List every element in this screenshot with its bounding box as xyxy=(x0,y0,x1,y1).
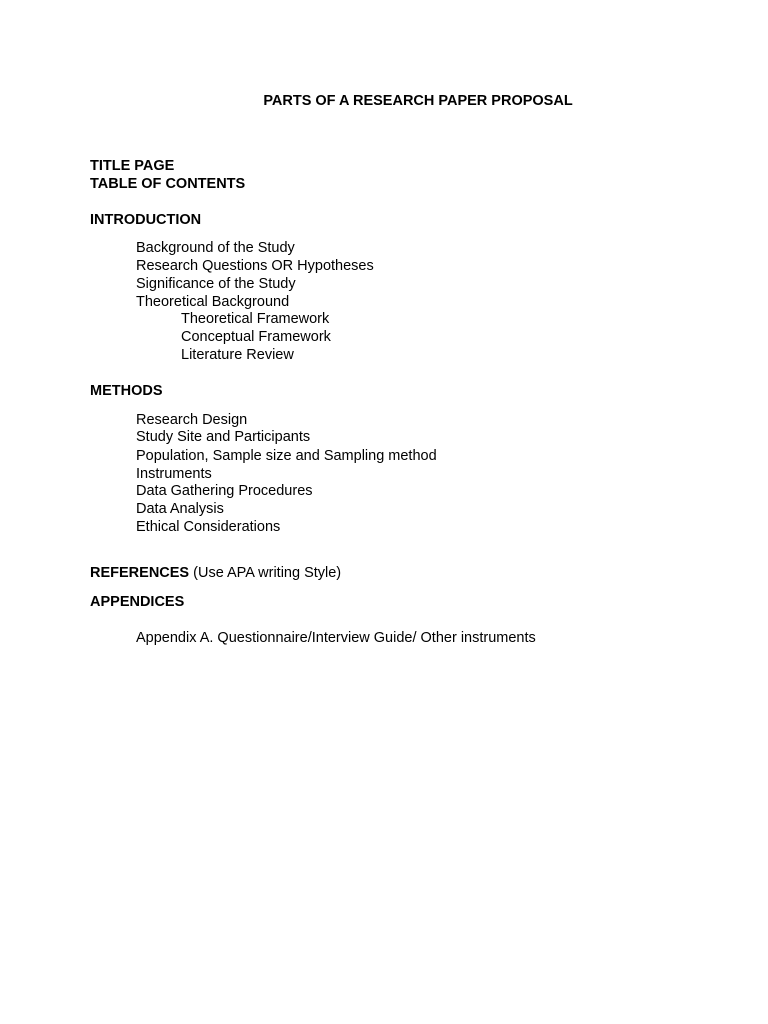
heading-references: REFERENCES xyxy=(90,565,190,581)
list-item: Population, Sample size and Sampling method xyxy=(136,448,437,464)
heading-introduction: INTRODUCTION xyxy=(90,212,202,228)
heading-title-page: TITLE PAGE xyxy=(90,158,175,174)
list-item: Research Design xyxy=(136,412,248,428)
sub-list-item: Literature Review xyxy=(181,347,294,363)
list-item: Data Analysis xyxy=(136,501,224,517)
references-line xyxy=(90,564,341,582)
list-item: Instruments xyxy=(136,466,212,482)
list-item: Significance of the Study xyxy=(136,276,296,292)
heading-appendices: APPENDICES xyxy=(90,594,185,610)
references-note: (Use APA writing Style) xyxy=(189,565,342,581)
heading-table-of-contents: TABLE OF CONTENTS xyxy=(90,176,246,192)
list-item: Appendix A. Questionnaire/Interview Guide/ Other instruments xyxy=(136,630,536,646)
list-item: Research Questions OR Hypotheses xyxy=(136,258,374,274)
list-item: Background of the Study xyxy=(136,240,295,256)
list-item: Data Gathering Procedures xyxy=(136,483,313,499)
list-item: Study Site and Participants xyxy=(136,429,311,445)
heading-methods: METHODS xyxy=(90,383,163,399)
list-item: Theoretical Background xyxy=(136,294,290,310)
page-title: PARTS OF A RESEARCH PAPER PROPOSAL xyxy=(263,93,573,109)
list-item: Ethical Considerations xyxy=(136,519,281,535)
sub-list-item: Conceptual Framework xyxy=(181,329,331,345)
sub-list-item: Theoretical Framework xyxy=(181,311,330,327)
